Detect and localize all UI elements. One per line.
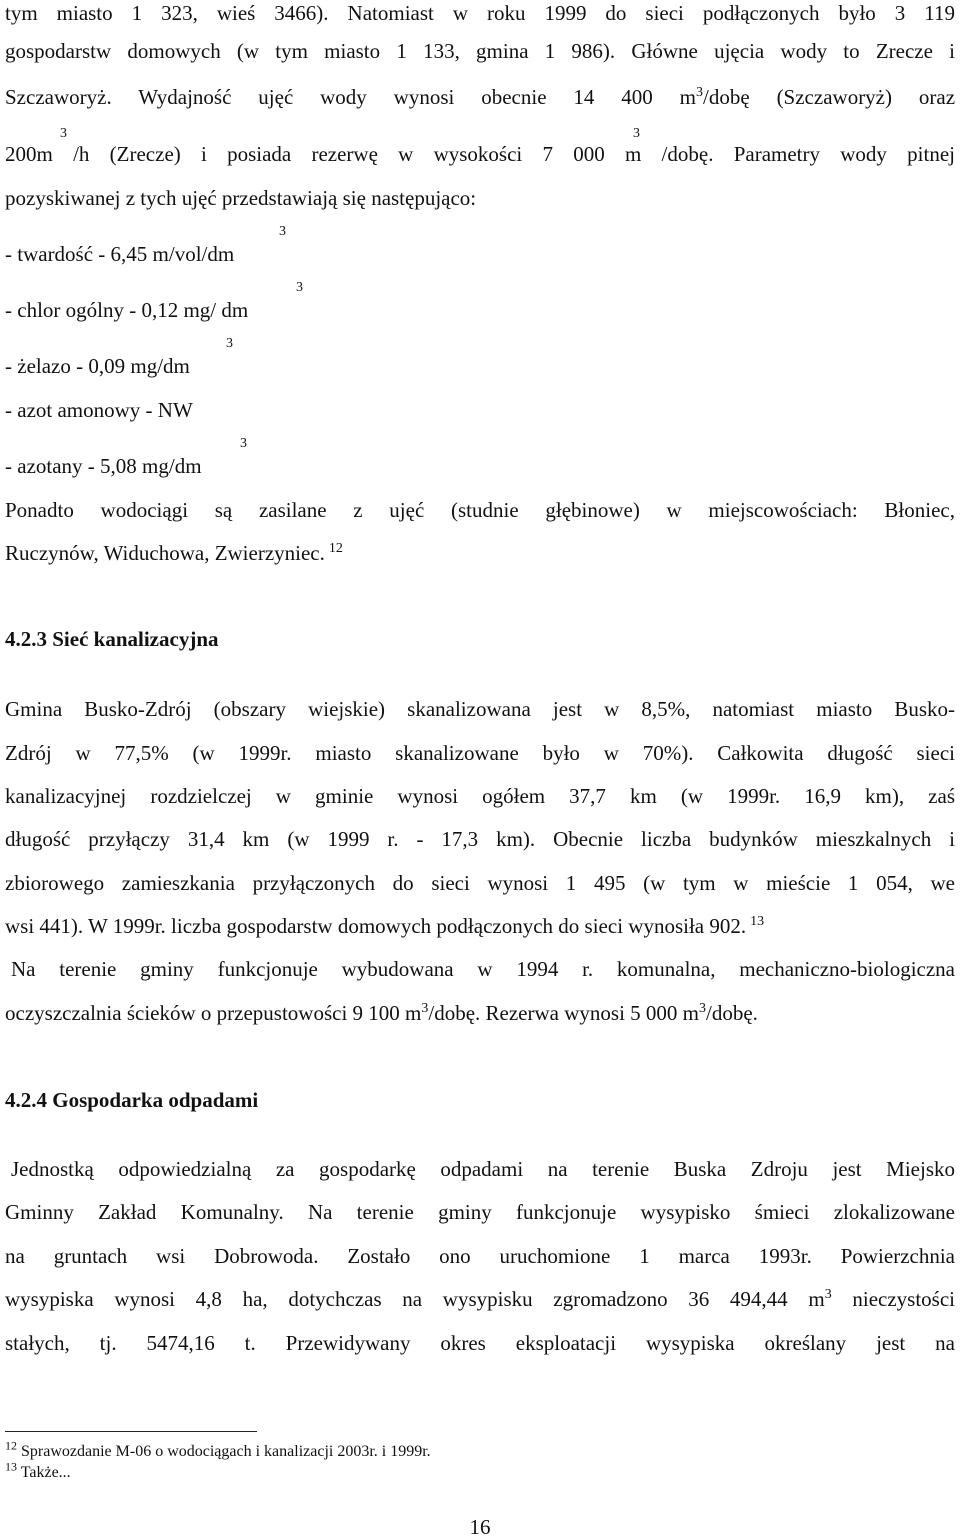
superscript: 3 (421, 1001, 429, 1016)
footnote (5, 1438, 431, 1462)
page-number: 16 (469, 1515, 491, 1539)
superscript: 3 (226, 336, 233, 351)
para2-line1: Ponadto wodociągi są zasilane z ujęć (studnie głębinowe) w miejscowościach: Błoniec, (5, 498, 955, 522)
param-item: - azot amonowy - NW (5, 398, 193, 422)
superscript: 3 (699, 1001, 706, 1016)
footnote-text: Sprawozdanie M-06 o wodociągach i kanalizacji 2003r. i 1999r. (21, 1443, 431, 1460)
para4-line2 (5, 1000, 955, 1026)
superscript: 3 (279, 224, 286, 239)
para5-line5: stałych, tj. 5474,16 t. Przewidywany okres eksploatacji wysypiska określany jest na (5, 1331, 955, 1355)
footnote-number: 12 (5, 1438, 17, 1453)
para5-line2: Gminny Zakład Komunalny. Na terenie gminy funkcjonuje wysypisko śmieci zlokalizowane (5, 1200, 955, 1224)
param-item: - azotany - 5,08 mg/dm (5, 454, 202, 478)
param-item: - twardość - 6,45 m/vol/dm (5, 242, 235, 266)
para5-line4 (5, 1286, 955, 1312)
para1-line3-text-end: /dobę (Szczaworyż) oraz (703, 85, 956, 109)
section-heading: 4.2.3 Sieć kanalizacyjna (5, 627, 219, 651)
footnote-ref: 13 (750, 914, 765, 929)
param-item: - chlor ogólny - 0,12 mg/ dm (5, 298, 249, 322)
para5-line3: na gruntach wsi Dobrowoda. Zostało ono uruchomione 1 marca 1993r. Powierzchnia (5, 1244, 955, 1268)
footnote-text: Także... (20, 1464, 71, 1481)
footnote-ref: 12 (328, 541, 343, 556)
para3-line4: długość przyłączy 31,4 km (w 1999 r. - 17,3 km). Obecnie liczba budynków mieszkalnych i (5, 827, 955, 851)
para5-line4-text: wysypiska wynosi 4,8 ha, dotychczas na wysypisku zgromadzono 36 494,44 m (5, 1287, 825, 1311)
para1-line2: gospodarstw domowych (w tym miasto 1 133, gmina 1 986). Główne ujęcia wody to Zrecze i (5, 39, 955, 63)
para4-line2-text: oczyszczalnia ścieków o przepustowości 9 100 m (5, 1001, 422, 1025)
para2-line2-text: Ruczynów, Widuchowa, Zwierzyniec. (5, 541, 325, 565)
section-heading: 4.2.4 Gospodarka odpadami (5, 1088, 259, 1112)
para1-line3 (5, 84, 955, 110)
param-item: - żelazo - 0,09 mg/dm (5, 354, 190, 378)
superscript: 3 (824, 1287, 832, 1302)
footnote-separator (5, 1431, 257, 1432)
para3-line6-text: wsi 441). W 1999r. liczba gospodarstw domowych podłączonych do sieci wynosiła 902. (5, 914, 747, 938)
para3-line6 (5, 913, 955, 939)
para5-line4-text-end: nieczystości (831, 1287, 955, 1311)
superscript: 3 (633, 126, 640, 141)
para5-line1: Jednostką odpowiedzialną za gospodarkę odpadami na terenie Buska Zdroju jest Miejsko (11, 1157, 955, 1181)
para3-line2: Zdrój w 77,5% (w 1999r. miasto skanalizowane było w 70%). Całkowita długość sieci (5, 741, 955, 765)
para3-line3: kanalizacyjnej rozdzielczej w gminie wynosi ogółem 37,7 km (w 1999r. 16,9 km), zaś (5, 784, 955, 808)
superscript: 3 (696, 85, 704, 100)
para4-line2-text-mid: /dobę. Rezerwa wynosi 5 000 m (428, 1001, 699, 1025)
para1-line1: tym miasto 1 323, wieś 3466). Natomiast w roku 1999 do sieci podłączonych było 3 119 (5, 1, 955, 25)
para1-line3-text: Szczaworyż. Wydajność ujęć wody wynosi obecnie 14 400 m (5, 85, 697, 109)
para1-line5: pozyskiwanej z tych ujęć przedstawiają się następująco: (5, 186, 477, 210)
para4-line2-text-end: /dobę. (706, 1001, 758, 1025)
para2-line2 (5, 540, 955, 566)
superscript: 3 (296, 280, 303, 295)
para4-line1: Na terenie gminy funkcjonuje wybudowana w 1994 r. komunalna, mechaniczno-biologiczna (11, 957, 955, 981)
footnote-number: 13 (5, 1459, 17, 1474)
para3-line5: zbiorowego zamieszkania przyłączonych do sieci wynosi 1 495 (w tym w mieście 1 054, we (5, 871, 955, 895)
superscript: 3 (240, 436, 247, 451)
footnote (5, 1459, 71, 1483)
para3-line1: Gmina Busko-Zdrój (obszary wiejskie) skanalizowana jest w 8,5%, natomiast miasto Busko- (5, 697, 955, 721)
superscript: 3 (60, 126, 67, 141)
para1-line4: 200m /h (Zrecze) i posiada rezerwę w wysokości 7 000 m /dobę. Parametry wody pitnej (5, 142, 955, 166)
